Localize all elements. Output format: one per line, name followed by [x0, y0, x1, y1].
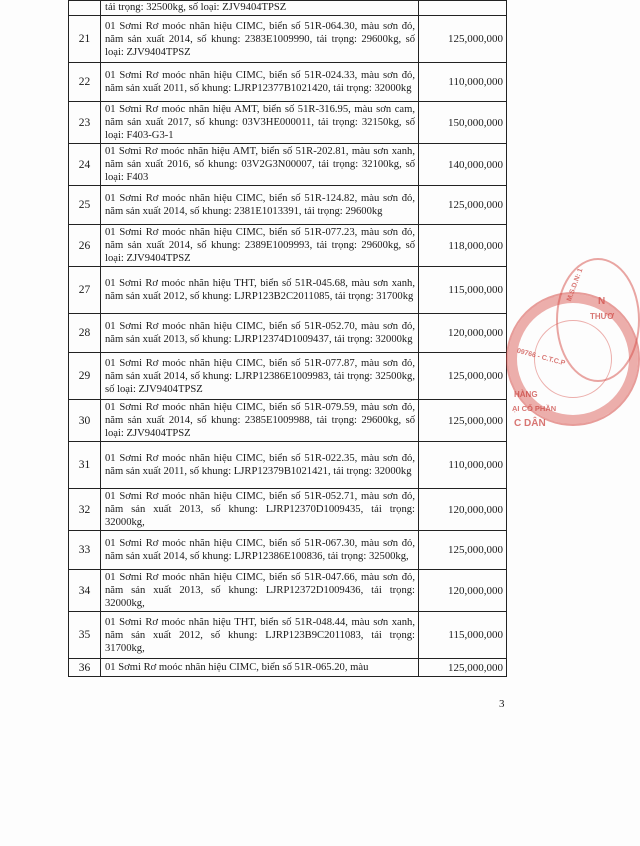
asset-value-cell: 115,000,000	[419, 267, 507, 314]
row-number-cell: 25	[69, 186, 101, 225]
asset-value-cell: 140,000,000	[419, 144, 507, 186]
asset-description-cell: 01 Sơmi Rơ moóc nhãn hiệu CIMC, biển số 51R-077.23, màu sơn đỏ, năm sản xuất 2014, số khung: 2389E1009993, tải trọng: 29600kg, số loại: ZJV9404TPSZ	[101, 225, 419, 267]
asset-description-cell: 01 Sơmi Rơ moóc nhãn hiệu CIMC, biển số 51R-064.30, màu sơn đỏ, năm sản xuất 2014, số khung: 2383E1009990, tải trọng: 29600kg, số loại: ZJV9404TPSZ	[101, 16, 419, 63]
asset-value-cell: 125,000,000	[419, 186, 507, 225]
stamp-text-co-phan: ẠI CỔ PHẦN	[512, 404, 557, 413]
table-row	[69, 144, 507, 186]
row-number-cell: 34	[69, 570, 101, 612]
table-row	[69, 63, 507, 102]
table-row	[69, 16, 507, 63]
table-row	[69, 400, 507, 442]
row-number-cell: 31	[69, 442, 101, 489]
bank-stamp	[506, 292, 640, 429]
row-number-cell: 33	[69, 531, 101, 570]
table-row	[69, 186, 507, 225]
asset-description-cell: 01 Sơmi Rơ moóc nhãn hiệu CIMC, biển số 51R-079.59, màu sơn đỏ, năm sản xuất 2014, số khung: 2385E1009988, tải trọng: 29600kg, số loại: ZJV9404TPSZ	[101, 400, 419, 442]
table-row	[69, 659, 507, 677]
asset-value-cell: 125,000,000	[419, 400, 507, 442]
table-row	[69, 442, 507, 489]
row-number-cell: 36	[69, 659, 101, 677]
table-row	[69, 489, 507, 531]
asset-description-cell: 01 Sơmi Rơ moóc nhãn hiệu CIMC, biển số 51R-077.87, màu sơn đỏ, năm sản xuất 2014, số khung: LJRP12386E1009983, tải trọng: 32500kg, số loại: ZJV9404TPSZ	[101, 353, 419, 400]
asset-description-cell: 01 Sơmi Rơ moóc nhãn hiệu AMT, biển số 51R-316.95, màu sơn cam, năm sản xuất 2017, số khung: 03V3HE000011, tải trọng: 32150kg, số loại: F403-G3-1	[101, 102, 419, 144]
asset-description-cell: 01 Sơmi Rơ moóc nhãn hiệu CIMC, biển số 51R-047.66, màu sơn đỏ, năm sản xuất 2013, số khung: LJRP12372D1009436, tải trọng: 32000kg,	[101, 570, 419, 612]
asset-value-cell: 110,000,000	[419, 63, 507, 102]
row-number-cell: 28	[69, 314, 101, 353]
asset-value-cell: 110,000,000	[419, 442, 507, 489]
stamp-text-code: 09766 - C.T.C.P	[515, 347, 566, 368]
asset-description-cell: 01 Sơmi Rơ moóc nhãn hiệu CIMC, biển số 51R-067.30, màu sơn đỏ, năm sản xuất 2014, số khung: LJRP12386E100836, tải trọng: 32500kg,	[101, 531, 419, 570]
row-number-cell: 23	[69, 102, 101, 144]
asset-value-cell: 125,000,000	[419, 353, 507, 400]
table-row	[69, 612, 507, 659]
stamp-text-hang: HÀNG	[514, 390, 538, 399]
table-row	[69, 353, 507, 400]
asset-description-cell: 01 Sơmi Rơ moóc nhãn hiệu CIMC, biển số 51R-052.71, màu sơn đỏ, năm sản xuất 2013, số khung: LJRP12370D1009435, tải trọng: 32000kg,	[101, 489, 419, 531]
asset-value-cell: 115,000,000	[419, 612, 507, 659]
asset-value-cell: 120,000,000	[419, 570, 507, 612]
table-row	[69, 102, 507, 144]
row-number-cell: 26	[69, 225, 101, 267]
asset-description-cell: 01 Sơmi Rơ moóc nhãn hiệu CIMC, biển số 51R-022.35, màu sơn đỏ, năm sản xuất 2011, số khung: LJRP12379B1021421, tải trọng: 32000kg	[101, 442, 419, 489]
asset-value-cell: 150,000,000	[419, 102, 507, 144]
table-row	[69, 570, 507, 612]
stamp-text-n: N	[598, 296, 606, 307]
table-row	[69, 314, 507, 353]
asset-value-cell: 120,000,000	[419, 489, 507, 531]
row-number-cell: 29	[69, 353, 101, 400]
asset-value-cell: 125,000,000	[419, 531, 507, 570]
row-number-cell: 21	[69, 16, 101, 63]
table-row	[69, 1, 507, 16]
row-number-cell: 24	[69, 144, 101, 186]
asset-description-cell: 01 Sơmi Rơ moóc nhãn hiệu AMT, biển số 51R-202.81, màu sơn xanh, năm sản xuất 2016, số khung: 03V2G3N00007, tải trọng: 32100kg, số loại: F403	[101, 144, 419, 186]
stamp-text-dan: C DÂN	[514, 418, 546, 429]
table-row	[69, 225, 507, 267]
table-row	[69, 531, 507, 570]
stamp-text-thuong: THƯƠ	[590, 312, 615, 321]
table-row	[69, 267, 507, 314]
asset-table	[68, 0, 507, 677]
row-number-cell: 22	[69, 63, 101, 102]
row-number-cell	[69, 1, 101, 16]
row-number-cell: 32	[69, 489, 101, 531]
asset-description-cell: tải trọng: 32500kg, số loại: ZJV9404TPSZ	[101, 1, 419, 16]
asset-description-cell: 01 Sơmi Rơ moóc nhãn hiệu CIMC, biển số 51R-065.20, màu	[101, 659, 419, 677]
stamp-text-msdn: M.S.D.N: 1	[566, 267, 585, 303]
asset-table-body	[69, 1, 507, 677]
asset-description-cell: 01 Sơmi Rơ moóc nhãn hiệu CIMC, biển số 51R-052.70, màu sơn đỏ, năm sản xuất 2013, số khung: LJRP12374D1009437, tải trọng: 32000kg	[101, 314, 419, 353]
asset-value-cell	[419, 1, 507, 16]
row-number-cell: 35	[69, 612, 101, 659]
asset-description-cell: 01 Sơmi Rơ moóc nhãn hiệu CIMC, biển số 51R-024.33, màu sơn đỏ, năm sản xuất 2011, số khung: LJRP12377B1021420, tải trọng: 32000kg	[101, 63, 419, 102]
asset-description-cell: 01 Sơmi Rơ moóc nhãn hiệu THT, biển số 51R-045.68, màu sơn xanh, năm sản xuất 2012, số khung: LJRP123B2C2011085, tải trọng: 31700kg	[101, 267, 419, 314]
row-number-cell: 30	[69, 400, 101, 442]
asset-description-cell: 01 Sơmi Rơ moóc nhãn hiệu THT, biển số 51R-048.44, màu sơn xanh, năm sản xuất 2012, số khung: LJRP123B9C2011083, tải trọng: 31700kg,	[101, 612, 419, 659]
asset-value-cell: 118,000,000	[419, 225, 507, 267]
asset-description-cell: 01 Sơmi Rơ moóc nhãn hiệu CIMC, biển số 51R-124.82, màu sơn đỏ, năm sản xuất 2014, số khung: 2381E1013391, tải trọng: 29600kg	[101, 186, 419, 225]
asset-value-cell: 125,000,000	[419, 16, 507, 63]
page-number: 3	[499, 698, 505, 710]
asset-value-cell: 120,000,000	[419, 314, 507, 353]
row-number-cell: 27	[69, 267, 101, 314]
asset-value-cell: 125,000,000	[419, 659, 507, 677]
